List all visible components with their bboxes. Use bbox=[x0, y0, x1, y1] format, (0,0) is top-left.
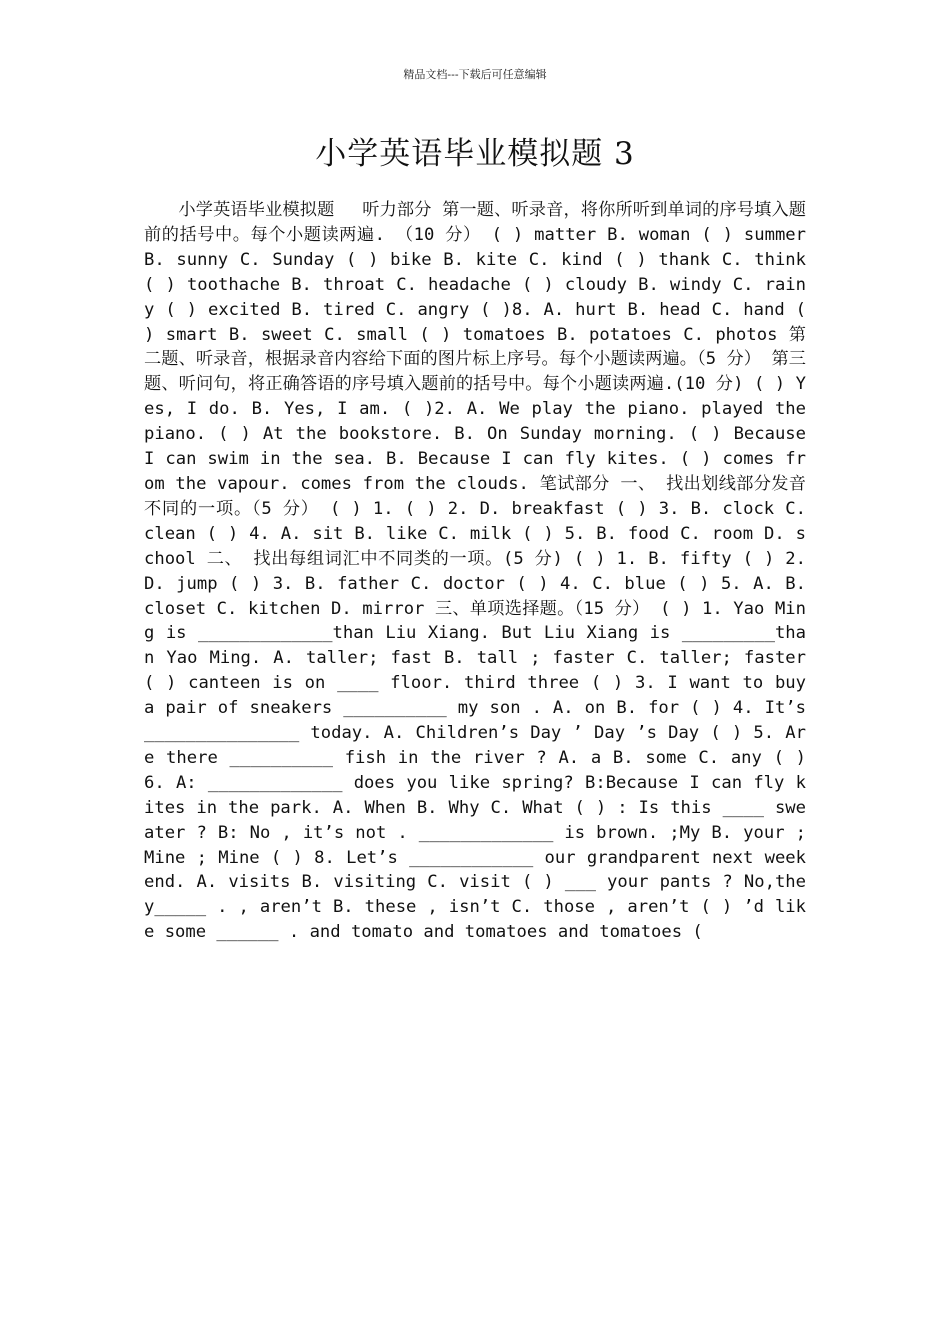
page-header-note: 精品文档---下载后可任意编辑 bbox=[403, 68, 547, 81]
document-title: 小学英语毕业模拟题 3 bbox=[315, 136, 635, 172]
document-body: 小学英语毕业模拟题 听力部分 第一题、听录音，将你所听到单词的序号填入题前的括号中。每个小题读两遍. （10 分） ( ) matter B. woman ( ) summer B. sunny C. Sunday ( ) bike B. kite C. kind ( ) thank C. think ( ) toothache B. throat C. headache ( ) cloudy B. windy C. rainy ( ) excited B. tired C. angry ( )8. A. hurt B. head C. hand ( ) smart B. sweet C. small ( ) tomatoes B. potatoes C. photos 第二题、听录音，根据录音内容给下面的图片标上序号。每个小题读两遍。（5 分） 第三题、听问句，将正确答语的序号填入题前的括号中。每个小题读两遍.(10 分) ( ) Yes, I do. B. Yes, I am. ( )2. A. We play the piano. played the piano. ( ) At the bookstore. B. On Sunday morning. ( ) Because I can swim in the sea. B. Because I can fly kites. ( ) comes from the vapour. comes from the clouds. 笔试部分 一、 找出划线部分发音不同的一项。（5 分） ( ) 1. ( ) 2. D. breakfast ( ) 3. B. clock C. clean ( ) 4. A. sit B. like C. milk ( ) 5. B. food C. room D. school 二、 找出每组词汇中不同类的一项。(5 分) ( ) 1. B. fifty ( ) 2. D. jump ( ) 3. B. father C. doctor ( ) 4. C. blue ( ) 5. A. B. closet C. kitchen D. mirror 三、单项选择题。（15 分） ( ) 1. Yao Ming is _____________than Liu Xiang. But Liu Xiang is _________than Yao Ming. A. taller; fast B. tall ; faster C. taller; faster ( ) canteen is on ____ floor. third three ( ) 3. I want to buy a pair of sneakers __________ my son . A. on B. for ( ) 4. It’s _______________ today. A. Children’s Day ’ Day ’s Day ( ) 5. Are there __________ fish in the river ? A. a B. some C. any ( ) 6. A: _____________ does you like spring? B:Because I can fly kites in the park. A. When B. Why C. What ( ) : Is this ____ sweater ? B: No , it’s not . _____________ is brown. ;My B. your ; Mine ; Mine ( ) 8. Let’s ____________ our grandparent next weekend. A. visits B. visiting C. visit ( ) ___ your pants ? No,they_____ . , aren’t B. these , isn’t C. those , aren’t ( ) ’d like some ______ . and tomato and tomatoes and tomatoes ( bbox=[144, 200, 806, 943]
